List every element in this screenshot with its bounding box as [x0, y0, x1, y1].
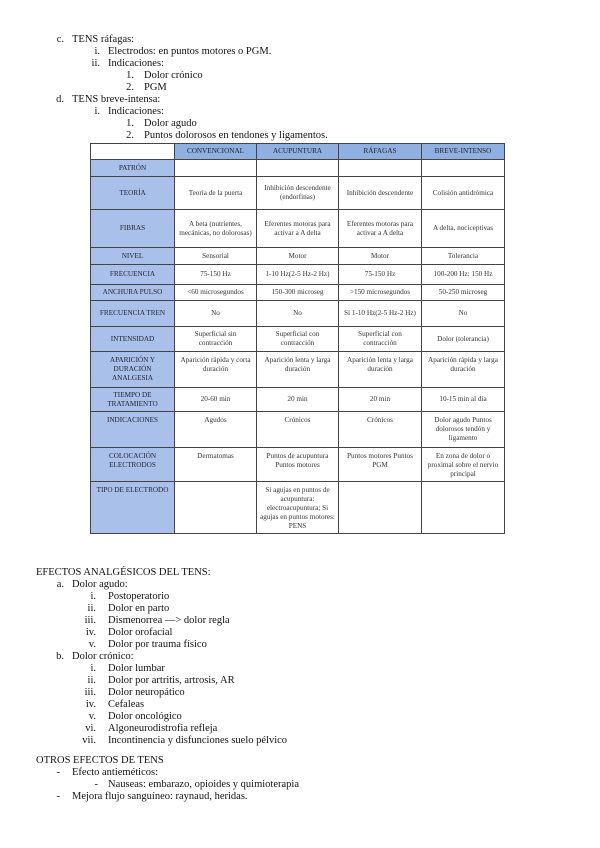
table-cell: 100-200 Hz: 150 Hz	[422, 265, 505, 285]
list-marker: ii.	[87, 603, 96, 614]
tens-comparison-table	[90, 143, 505, 534]
table-cell: Eferentes motoras para activar a A delta	[257, 210, 339, 248]
table-row	[91, 301, 505, 327]
table-cell: En zona de dolor o proximal sobre el nervio principal	[422, 448, 505, 482]
table-cell: Dermatomas	[175, 448, 257, 482]
table-cell: 150-300 microseg	[257, 285, 339, 301]
list-marker: iv.	[85, 699, 96, 710]
list-marker: 1.	[126, 118, 134, 129]
row-header: INDICACIONES	[91, 412, 175, 448]
section-title: OTROS EFECTOS DE TENS	[36, 755, 164, 766]
table-cell: No	[175, 301, 257, 327]
table-header-cell: BREVE-INTENSO	[422, 144, 505, 160]
list-marker: -	[56, 791, 60, 802]
table-cell	[422, 160, 505, 177]
table-cell: Inhibición descendente (endorfinas)	[257, 177, 339, 210]
table-cell: Agudos	[175, 412, 257, 448]
list-marker: ii.	[91, 58, 100, 69]
table-row	[91, 412, 505, 448]
list-item: Nauseas: embarazo, opioides y quimioterapia	[108, 779, 299, 790]
table-cell: Sensorial	[175, 248, 257, 265]
table-cell: Teoría de la puerta	[175, 177, 257, 210]
list-item: Indicaciones:	[108, 106, 164, 117]
table-cell: Aparición rápida y corta duración	[175, 352, 257, 388]
table-row	[91, 285, 505, 301]
table-cell	[339, 482, 422, 534]
list-marker: iii.	[84, 687, 96, 698]
table-cell: Motor	[257, 248, 339, 265]
row-header: TIPO DE ELECTRODO	[91, 482, 175, 534]
list-marker: 2.	[126, 130, 134, 141]
row-header: NIVEL	[91, 248, 175, 265]
row-header: ANCHURA PULSO	[91, 285, 175, 301]
list-marker: i.	[94, 46, 100, 57]
list-item: Algoneurodistrofia refleja	[108, 723, 218, 734]
table-header-cell: ACUPUNTURA	[257, 144, 339, 160]
table-cell: >150 microsegundos	[339, 285, 422, 301]
list-marker: d.	[56, 94, 64, 105]
list-marker: iii.	[84, 615, 96, 626]
list-item: Dolor lumbar	[108, 663, 165, 674]
table-cell: Sí 1-10 Hz(2-5 Hz-2 Hz)	[339, 301, 422, 327]
list-item: Dolor agudo	[144, 118, 197, 129]
list-marker: i.	[90, 663, 96, 674]
table-row	[91, 327, 505, 352]
list-item: Puntos dolorosos en tendones y ligamentos.	[144, 130, 328, 141]
row-header: APARICIÓN Y DURACIÓN ANALGESIA	[91, 352, 175, 388]
list-marker: c.	[56, 34, 64, 45]
list-item: Postoperatorio	[108, 591, 170, 602]
table-cell: Aparición lenta y larga duración	[339, 352, 422, 388]
table-cell: Inhibición descendente	[339, 177, 422, 210]
table-row	[91, 448, 505, 482]
table-cell: Colisión antidrómica	[422, 177, 505, 210]
list-marker: a.	[56, 579, 64, 590]
list-marker: iv.	[85, 627, 96, 638]
table-cell: 1-10 Hz(2-5 Hz-2 Hz)	[257, 265, 339, 285]
list-item: Cefaleas	[108, 699, 145, 710]
table-cell: 20 min	[339, 388, 422, 412]
section-title: EFECTOS ANALGÉSICOS DEL TENS:	[36, 567, 211, 578]
list-item: Mejora flujo sanguíneo: raynaud, heridas.	[72, 791, 248, 802]
list-item: TENS ráfagas:	[72, 34, 135, 45]
row-header: FIBRAS	[91, 210, 175, 248]
table-cell: Crónicos	[257, 412, 339, 448]
list-marker: i.	[90, 591, 96, 602]
list-marker: i.	[94, 106, 100, 117]
list-marker: v.	[88, 639, 96, 650]
table-cell: 10-15 min al día	[422, 388, 505, 412]
table-row	[91, 248, 505, 265]
table-row	[91, 482, 505, 534]
table-cell	[175, 482, 257, 534]
table-cell: A beta (nutrientes, mecánicas, no dolorosas)	[175, 210, 257, 248]
list-item: Dolor crónico:	[72, 651, 134, 662]
list-item: Dismenorrea —> dolor regla	[108, 615, 230, 626]
list-item: Efecto antieméticos:	[72, 767, 159, 778]
row-header: COLOCACIÓN ELECTRODOS	[91, 448, 175, 482]
row-header: FRECUENCIA	[91, 265, 175, 285]
table-cell: 50-250 microseg	[422, 285, 505, 301]
table-row	[91, 210, 505, 248]
table-cell: Tolerancia	[422, 248, 505, 265]
table-row	[91, 388, 505, 412]
list-marker: vii.	[82, 735, 96, 746]
list-item: Dolor por artritis, artrosis, AR	[108, 675, 235, 686]
table-cell: <60 microsegundos	[175, 285, 257, 301]
list-item: Electrodos: en puntos motores o PGM.	[108, 46, 272, 57]
table-header-cell: CONVENCIONAL	[175, 144, 257, 160]
table-cell: Crónicos	[339, 412, 422, 448]
table-cell: Superficial con contracción	[339, 327, 422, 352]
table-cell: Dolor agudo Puntos dolorosos tendón y ligamento	[422, 412, 505, 448]
table-cell	[175, 160, 257, 177]
table-cell: 20 min	[257, 388, 339, 412]
row-header: PATRÓN	[91, 160, 175, 177]
table-cell	[257, 160, 339, 177]
table-cell	[422, 482, 505, 534]
table-cell: No	[422, 301, 505, 327]
row-header: FRECUENCIA TREN	[91, 301, 175, 327]
table-header-row	[91, 144, 505, 160]
list-item: Incontinencia y disfunciones suelo pélvico	[108, 735, 288, 746]
list-item: Dolor neuropático	[108, 687, 185, 698]
list-marker: ii.	[87, 675, 96, 686]
row-header: TIEMPO DE TRATAMIENTO	[91, 388, 175, 412]
table-cell: 20-60 min	[175, 388, 257, 412]
list-marker: vi.	[85, 723, 96, 734]
list-marker: -	[94, 779, 98, 790]
list-item: Dolor crónico	[144, 70, 203, 81]
row-header: TEORÍA	[91, 177, 175, 210]
list-marker: v.	[88, 711, 96, 722]
table-cell: 75-150 Hz	[175, 265, 257, 285]
list-item: Dolor agudo:	[72, 579, 128, 590]
table-cell: Aparición lenta y larga duración	[257, 352, 339, 388]
table-cell: Puntos de acupuntura Puntos motores	[257, 448, 339, 482]
list-item: Dolor en parto	[108, 603, 170, 614]
table-cell: Si agujas en puntos de acupuntura: electroacupuntura; Si agujas en puntos motores: PENS	[257, 482, 339, 534]
table-row	[91, 352, 505, 388]
list-item: Dolor por trauma físico	[108, 639, 207, 650]
table-cell: Eferentes motoras para activar a A delta	[339, 210, 422, 248]
list-marker: -	[56, 767, 60, 778]
table-cell: Aparición rápida y larga duración	[422, 352, 505, 388]
table-row	[91, 160, 505, 177]
table-cell: Dolor (tolerancia)	[422, 327, 505, 352]
table-cell: Superficial con contracción	[257, 327, 339, 352]
table-cell: A delta, nociceptivas	[422, 210, 505, 248]
table-cell: Puntos motores Puntos PGM	[339, 448, 422, 482]
table-row	[91, 265, 505, 285]
list-item: Dolor orofacial	[108, 627, 173, 638]
list-item: Indicaciones:	[108, 58, 164, 69]
list-marker: 1.	[126, 70, 134, 81]
list-item: TENS breve-intensa:	[72, 94, 161, 105]
table-header-cell	[91, 144, 175, 160]
table-cell	[339, 160, 422, 177]
list-marker: 2.	[126, 82, 134, 93]
list-item: Dolor oncológico	[108, 711, 182, 722]
row-header: INTENSIDAD	[91, 327, 175, 352]
table-cell: Superficial sin contracción	[175, 327, 257, 352]
table-cell: Motor	[339, 248, 422, 265]
list-marker: b.	[56, 651, 64, 662]
table-header-cell: RÁFAGAS	[339, 144, 422, 160]
table-cell: 75-150 Hz	[339, 265, 422, 285]
table-cell: No	[257, 301, 339, 327]
list-item: PGM	[144, 82, 167, 93]
table-row	[91, 177, 505, 210]
